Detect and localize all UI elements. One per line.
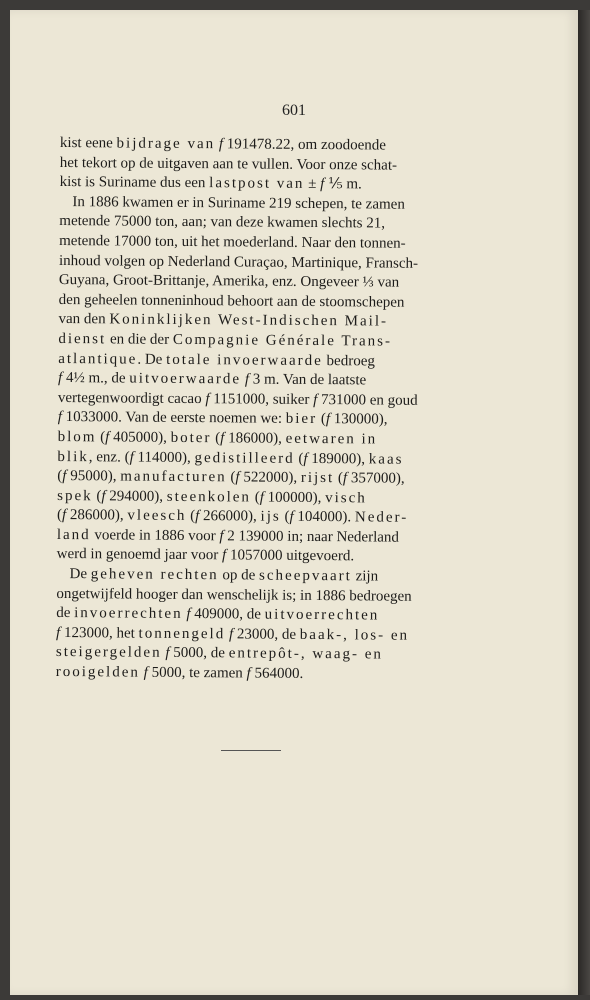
text-segment: f [259, 489, 264, 506]
text-segment: 186000), [224, 430, 286, 447]
text-line [58, 330, 434, 353]
text-segment: kaas [368, 450, 404, 468]
text-segment: totale invoerwaarde [166, 351, 323, 369]
text-segment: uitvoerwaarde [129, 370, 242, 388]
text-segment: Guyana, Groot-Brittanje, Amerika, enz. Ongeveer ⅓ van [58, 272, 400, 291]
text-segment: 189000), [307, 450, 369, 467]
text-segment: 1151000, suiker [209, 390, 314, 408]
text-segment: 5000, de [169, 645, 229, 662]
text-segment: f [195, 508, 200, 525]
text-segment: bijdrage van [116, 135, 216, 153]
text-segment: ( [334, 470, 344, 487]
text-line [58, 369, 434, 392]
text-segment: f [61, 507, 67, 524]
text-segment: f [219, 528, 224, 545]
text-segment: tonnengeld [138, 625, 226, 643]
text-segment: f [101, 488, 106, 505]
text-segment: ⅕ m. [324, 176, 362, 193]
text-segment: Neder- [354, 509, 409, 527]
text-segment: ongetwijfeld hooger dan wenschelijk is; in 1886 bedroegen [56, 585, 412, 605]
text-line [59, 271, 435, 294]
text-segment: 100000), [263, 489, 326, 506]
text-segment: werd in genoemd jaar voor [56, 546, 223, 564]
text-segment: kist eene [59, 134, 117, 152]
text-segment: 95000), [66, 468, 121, 485]
text-segment: den geheelen tonneninhoud behoort aan de stoomschepen [58, 291, 405, 311]
text-segment: Compagnie Générale Trans- [172, 331, 393, 350]
text-line [57, 467, 433, 490]
text-line [58, 428, 434, 451]
end-rule [221, 750, 281, 751]
text-segment: 104000). [293, 509, 355, 526]
text-segment: ( [280, 509, 290, 526]
text-segment: metende 75000 ton, aan; van deze kwamen slechts 21, [59, 213, 386, 232]
text-segment: 357000), [347, 470, 405, 487]
text-segment: f [246, 665, 251, 682]
text-segment: 294000), [105, 488, 167, 505]
text-segment: bier [285, 411, 318, 428]
text-segment: rijst [300, 469, 335, 487]
text-segment: , enz. ( [88, 448, 130, 466]
text-segment: vleesch [127, 507, 187, 525]
text-segment: metende 17000 ton, uit het moederland. Naar den tonnen- [59, 232, 406, 252]
text-segment: ( [96, 429, 106, 446]
text-segment: 114000), [133, 449, 195, 466]
text-segment: f [228, 626, 234, 643]
text-segment: inhoud volgen op Nederland Curaçao, Martinique, Fransch- [58, 252, 419, 272]
text-segment: ijs [260, 508, 281, 526]
text-segment: entrepôt-, waag- en [228, 645, 383, 663]
book-edge [578, 10, 590, 995]
text-line [56, 663, 432, 686]
text-segment: kist is Suriname dus een [59, 174, 210, 192]
text-segment: het tekort op de uitgaven aan te vullen. Voor onze schat- [59, 154, 398, 174]
text-segment: 191478.22, om zoodoende [223, 136, 387, 154]
text-segment: f [205, 390, 210, 407]
text-segment: f [143, 664, 148, 681]
text-segment: en die der [106, 331, 173, 348]
text-segment: atlantique [58, 350, 138, 368]
text-segment: ( [92, 487, 102, 505]
text-segment: 130000), [329, 411, 388, 428]
text-segment: f [244, 371, 250, 388]
text-segment: ( [294, 450, 304, 467]
text-segment: f [342, 470, 348, 487]
text-segment: boter [170, 429, 212, 447]
text-segment: De [69, 566, 91, 583]
text-segment: steigergelden [55, 644, 162, 662]
text-segment: ( [56, 507, 63, 524]
text-segment: 2 139000 in; naar Nederland [223, 528, 400, 546]
text-segment: ( [186, 508, 196, 525]
text-segment: scheepvaart [259, 567, 352, 585]
text-segment: f [235, 469, 240, 486]
text-segment: de [56, 605, 75, 622]
text-segment: ( [226, 469, 236, 486]
text-segment: vertegenwoordigt cacao [57, 389, 206, 407]
text-segment: f [221, 547, 227, 564]
text-segment: ( [57, 468, 63, 485]
text-segment: 4½ m., de [62, 370, 130, 387]
text-segment: eetwaren in [285, 430, 378, 448]
text-line [60, 134, 436, 157]
text-segment: f [57, 409, 63, 426]
text-segment: 564000. [250, 665, 304, 682]
text-segment: 1033000. Van de eerste noemen we: [61, 409, 286, 428]
text-segment: In 1886 kwamen er in Suriname 219 schepen, te zamen [72, 193, 405, 213]
text-segment: f [325, 411, 331, 428]
book-page [10, 10, 578, 995]
text-segment: f [320, 176, 325, 193]
text-segment: uitvoerrechten [264, 606, 380, 624]
text-segment: 405000), [109, 429, 171, 446]
text-segment: f [56, 624, 61, 641]
text-segment: 123000, het [60, 624, 139, 642]
text-segment: 1057000 uitgevoerd. [226, 547, 355, 565]
page-number: 601 [282, 102, 306, 119]
text-segment: f [218, 136, 224, 153]
text-segment: visch [325, 489, 367, 507]
text-segment: . De [137, 351, 167, 368]
text-line [60, 173, 436, 196]
text-segment: 266000), [199, 508, 261, 525]
text-segment: 286000), [66, 507, 128, 524]
text-line [56, 604, 432, 627]
text-segment: Koninklijken West-Indischen Mail- [109, 311, 389, 330]
text-segment: baak-, los- en [299, 626, 410, 644]
text-segment: geheven rechten [90, 566, 219, 584]
text-segment: ( [211, 430, 221, 447]
text-segment: rooigelden [55, 664, 140, 681]
text-segment: f [220, 430, 225, 447]
text-segment: 409000, de [190, 606, 265, 623]
text-segment: steenkolen [166, 488, 252, 506]
text-segment: blik [57, 448, 89, 465]
text-segment: op de [218, 567, 260, 584]
text-segment: f [105, 429, 110, 446]
text-segment: ( [250, 489, 260, 506]
text-line [56, 565, 432, 588]
text-segment: van den [58, 311, 110, 328]
text-segment: f [313, 391, 318, 408]
text-segment: f [289, 509, 294, 526]
text-segment: f [303, 450, 308, 467]
text-segment: voerde in 1886 voor [90, 527, 220, 545]
text-segment: f [58, 370, 63, 387]
body-text [56, 134, 436, 686]
text-segment: f [129, 449, 134, 466]
text-segment: 522000), [239, 469, 301, 486]
text-segment: ( [317, 411, 326, 428]
text-segment: f [165, 645, 170, 662]
text-segment: 731000 en goud [317, 391, 418, 409]
text-segment: 3 m. Van de laatste [248, 371, 367, 389]
text-segment: invoerrechten [74, 605, 183, 623]
text-segment: gedistilleerd [194, 449, 295, 467]
text-segment: dienst [58, 330, 107, 348]
text-segment: f [186, 606, 191, 623]
text-segment: ± [304, 176, 321, 193]
text-segment: manufacturen [120, 468, 227, 486]
text-segment: 23000, de [233, 626, 300, 643]
text-line [59, 232, 435, 255]
text-segment: blom [57, 428, 97, 446]
text-segment: 5000, te zamen [147, 664, 247, 682]
text-segment: zijn [351, 568, 379, 585]
text-segment: bedroeg [322, 352, 375, 370]
text-segment: land [56, 526, 91, 544]
text-segment: spek [57, 487, 93, 504]
text-segment: lastpost van [209, 175, 305, 193]
text-segment: f [62, 468, 67, 485]
